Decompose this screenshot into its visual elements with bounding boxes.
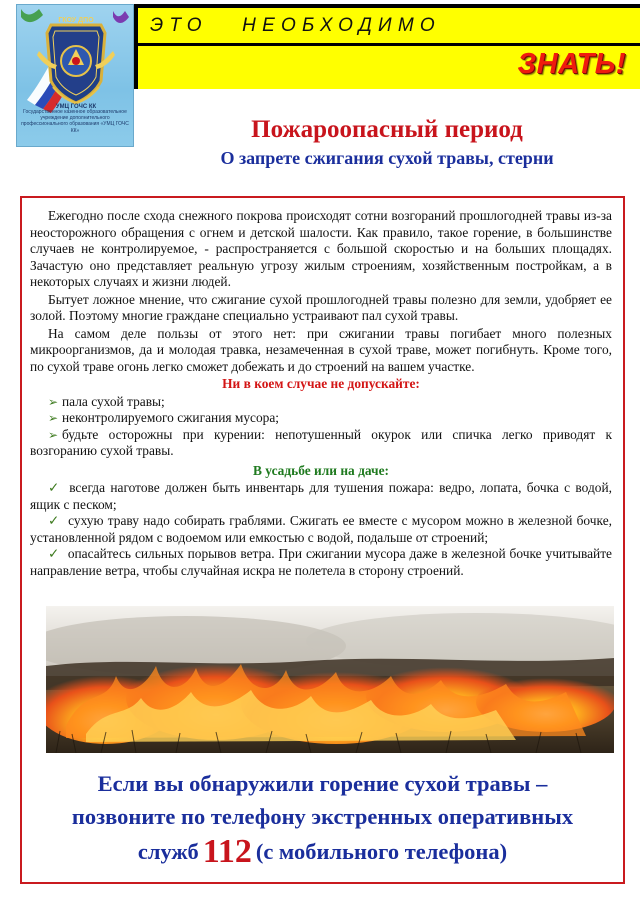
grass-fire-image: [46, 606, 614, 753]
garden-item-text: сухую траву надо собирать граблями. Сжигать ее вместе с мусором можно в железной бочке, установленной рядом с водоемом или емкостью с водой, подальше от строений;: [30, 513, 612, 545]
arrow-bullet-icon: ➢: [48, 411, 59, 425]
body-text: [30, 208, 612, 579]
check-icon: ✓: [48, 546, 60, 561]
warning-item-text: неконтролируемого сжигания мусора;: [62, 410, 280, 425]
header-left-rule: [134, 4, 138, 89]
logo-caption: Государственное казенное образовательное учреждение дополнительного профессионального образования «УМЦ ГОЧС КК»: [21, 109, 129, 134]
emergency-call-box: [20, 757, 625, 884]
warning-item-text: будьте осторожны при курении: непотушенный окурок или спичка легко приводят к возгоранию сухой травы.: [30, 426, 612, 458]
emergency-number: 112: [202, 833, 252, 870]
garden-item: [30, 513, 612, 546]
cta-line-1: Если вы обнаружили горение сухой травы –: [97, 771, 548, 796]
page-title: Пожароопасный период: [251, 116, 523, 143]
garden-heading: В усадьбе или на даче:: [253, 462, 389, 478]
warning-item: [30, 410, 612, 427]
cta-line-3: [20, 835, 625, 868]
arrow-bullet-icon: ➢: [48, 427, 59, 442]
garden-item-text: опасайтесь сильных порывов ветра. При сжигании мусора даже в железной бочке учитывайте направление ветра, чтобы случайная искра не полетела в сторону строений.: [30, 546, 612, 578]
check-icon: ✓: [48, 513, 61, 528]
cta-prefix: служб: [137, 839, 199, 864]
header-divider: [134, 43, 640, 46]
header-know-text: ЗНАТЬ!: [517, 48, 626, 80]
page-subtitle: О запрете сжигания сухой травы, стерни: [220, 148, 554, 168]
grass-fire-photo: [46, 606, 614, 753]
warning-item-text: пала сухой травы;: [62, 393, 165, 409]
garden-item: [30, 546, 612, 579]
cta-suffix: (с мобильного телефона): [255, 839, 508, 864]
logo-panel: [16, 4, 134, 147]
cta-line-2: позвоните по телефону экстренных оперативных: [71, 804, 574, 829]
header-necessary-text: ЭТО НЕОБХОДИМО: [150, 15, 441, 36]
check-icon: ✓: [48, 480, 62, 495]
paragraph: На самом деле пользы от этого нет: при сжигании травы погибает много полезных микроорганизмов, да и молодая травка, незамеченная в сухой траве, может погибнуть. Кроме того, по сухой траве огонь легко сможет добежать и до строений на вашем участке.: [30, 325, 612, 374]
arrow-bullet-icon: ➢: [48, 394, 59, 409]
emblem-top-label: ГКОУ ДПО: [58, 17, 94, 24]
warning-item: [30, 394, 612, 411]
warning-item: [30, 427, 612, 460]
header-top-rule: [134, 4, 640, 8]
garden-item-text: всегда наготове должен быть инвентарь для тушения пожара: ведро, лопата, бочка с водой, ящик с песком;: [30, 480, 612, 512]
paragraph: Ежегодно после схода снежного покрова происходят сотни возгораний прошлогодней травы из-за неосторожного обращения с огнем и детской шалости. Как правило, такое горение, в большинстве случаев не контролируемое, - распространяется с большой скоростью и на больших площадях. Зачастую оно представляет реальную угрозу жилым строениям, хозяйственным постройкам, а в некоторых случаях и жизни людей.: [30, 208, 612, 289]
garden-item: [30, 480, 612, 513]
paragraph: Бытует ложное мнение, что сжигание сухой прошлогодней травы полезно для земли, удобряет ее золой. Поэтому многие граждане специально устраивают пал сухой травы.: [30, 291, 612, 323]
emblem-bottom-label: УМЦ ГОЧС КК: [55, 104, 97, 110]
warning-heading: Ни в коем случае не допускайте:: [222, 376, 420, 391]
